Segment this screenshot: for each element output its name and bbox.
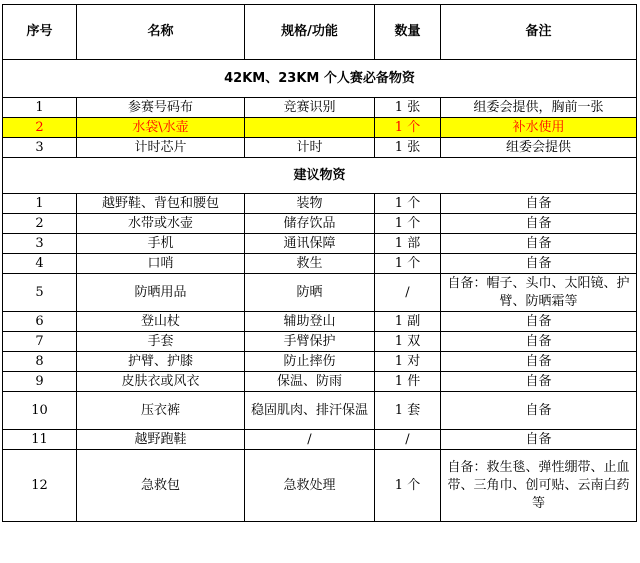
section-suggested-row xyxy=(3,158,637,194)
table-row xyxy=(3,274,637,312)
cell-note: 自备 xyxy=(441,430,637,450)
cell-qty: 1 对 xyxy=(375,352,441,372)
cell-qty: 1 件 xyxy=(375,372,441,392)
header-note: 备注 xyxy=(441,5,637,60)
cell-index: 12 xyxy=(3,450,77,522)
cell-index: 7 xyxy=(3,332,77,352)
cell-spec xyxy=(245,118,375,138)
cell-index: 5 xyxy=(3,274,77,312)
cell-qty: / xyxy=(375,430,441,450)
cell-name: 护臂、护膝 xyxy=(77,352,245,372)
cell-qty: 1 个 xyxy=(375,254,441,274)
section-required-row xyxy=(3,60,637,98)
cell-spec: 计时 xyxy=(245,138,375,158)
cell-index: 6 xyxy=(3,312,77,332)
cell-name: 急救包 xyxy=(77,450,245,522)
cell-note: 组委会提供，胸前一张 xyxy=(441,98,637,118)
cell-note: 自备 xyxy=(441,194,637,214)
header-name: 名称 xyxy=(77,5,245,60)
cell-name: 口哨 xyxy=(77,254,245,274)
cell-qty: 1 套 xyxy=(375,392,441,430)
table-row xyxy=(3,98,637,118)
cell-note: 自备 xyxy=(441,254,637,274)
cell-name: 水袋\水壶 xyxy=(77,118,245,138)
cell-spec: 稳固肌肉、排汗保温 xyxy=(245,392,375,430)
cell-index: 2 xyxy=(3,214,77,234)
cell-index: 2 xyxy=(3,118,77,138)
cell-index: 1 xyxy=(3,98,77,118)
cell-qty: 1 个 xyxy=(375,194,441,214)
cell-spec: 防止摔伤 xyxy=(245,352,375,372)
table-row xyxy=(3,312,637,332)
cell-note: 自备：救生毯、弹性绷带、止血带、三角巾、创可贴、云南白药等 xyxy=(441,450,637,522)
cell-name: 水带或水壶 xyxy=(77,214,245,234)
cell-name: 手机 xyxy=(77,234,245,254)
cell-name: 越野跑鞋 xyxy=(77,430,245,450)
header-qty: 数量 xyxy=(375,5,441,60)
cell-spec: 保温、防雨 xyxy=(245,372,375,392)
cell-spec: 急救处理 xyxy=(245,450,375,522)
cell-index: 3 xyxy=(3,234,77,254)
cell-qty: 1 个 xyxy=(375,214,441,234)
cell-name: 越野鞋、背包和腰包 xyxy=(77,194,245,214)
table-row xyxy=(3,430,637,450)
cell-qty: 1 张 xyxy=(375,138,441,158)
cell-name: 皮肤衣或风衣 xyxy=(77,372,245,392)
cell-spec: 储存饮品 xyxy=(245,214,375,234)
cell-spec: 竞赛识别 xyxy=(245,98,375,118)
cell-qty: 1 个 xyxy=(375,118,441,138)
cell-name: 参赛号码布 xyxy=(77,98,245,118)
cell-qty: 1 部 xyxy=(375,234,441,254)
cell-note: 补水使用 xyxy=(441,118,637,138)
header-row xyxy=(3,5,637,60)
cell-qty: / xyxy=(375,274,441,312)
cell-spec: 辅助登山 xyxy=(245,312,375,332)
cell-spec: 救生 xyxy=(245,254,375,274)
cell-note: 自备 xyxy=(441,312,637,332)
cell-index: 8 xyxy=(3,352,77,372)
cell-qty: 1 个 xyxy=(375,450,441,522)
cell-note: 自备 xyxy=(441,214,637,234)
table-row-highlighted xyxy=(3,118,637,138)
table-row xyxy=(3,234,637,254)
cell-note: 自备：帽子、头巾、太阳镜、护臂、防晒霜等 xyxy=(441,274,637,312)
cell-name: 防晒用品 xyxy=(77,274,245,312)
table-row xyxy=(3,372,637,392)
cell-note: 自备 xyxy=(441,332,637,352)
supplies-table xyxy=(2,4,637,522)
cell-note: 自备 xyxy=(441,352,637,372)
cell-name: 手套 xyxy=(77,332,245,352)
cell-name: 压衣裤 xyxy=(77,392,245,430)
cell-index: 11 xyxy=(3,430,77,450)
table-row xyxy=(3,194,637,214)
cell-index: 4 xyxy=(3,254,77,274)
table-row xyxy=(3,138,637,158)
cell-spec: 装物 xyxy=(245,194,375,214)
cell-note: 自备 xyxy=(441,372,637,392)
cell-spec: 手臂保护 xyxy=(245,332,375,352)
cell-name: 登山杖 xyxy=(77,312,245,332)
cell-index: 10 xyxy=(3,392,77,430)
header-index: 序号 xyxy=(3,5,77,60)
table-row xyxy=(3,214,637,234)
cell-spec: 防晒 xyxy=(245,274,375,312)
section-required-title: 42KM、23KM 个人赛必备物资 xyxy=(3,60,637,98)
supplies-table-container xyxy=(2,4,636,522)
section-suggested-title: 建议物资 xyxy=(3,158,637,194)
table-row xyxy=(3,254,637,274)
cell-note: 自备 xyxy=(441,234,637,254)
cell-qty: 1 副 xyxy=(375,312,441,332)
cell-qty: 1 双 xyxy=(375,332,441,352)
cell-index: 1 xyxy=(3,194,77,214)
cell-spec: / xyxy=(245,430,375,450)
table-row xyxy=(3,352,637,372)
table-row xyxy=(3,392,637,430)
header-spec: 规格/功能 xyxy=(245,5,375,60)
cell-index: 3 xyxy=(3,138,77,158)
cell-index: 9 xyxy=(3,372,77,392)
cell-spec: 通讯保障 xyxy=(245,234,375,254)
cell-name: 计时芯片 xyxy=(77,138,245,158)
cell-note: 组委会提供 xyxy=(441,138,637,158)
cell-qty: 1 张 xyxy=(375,98,441,118)
table-row xyxy=(3,450,637,522)
table-row xyxy=(3,332,637,352)
cell-note: 自备 xyxy=(441,392,637,430)
